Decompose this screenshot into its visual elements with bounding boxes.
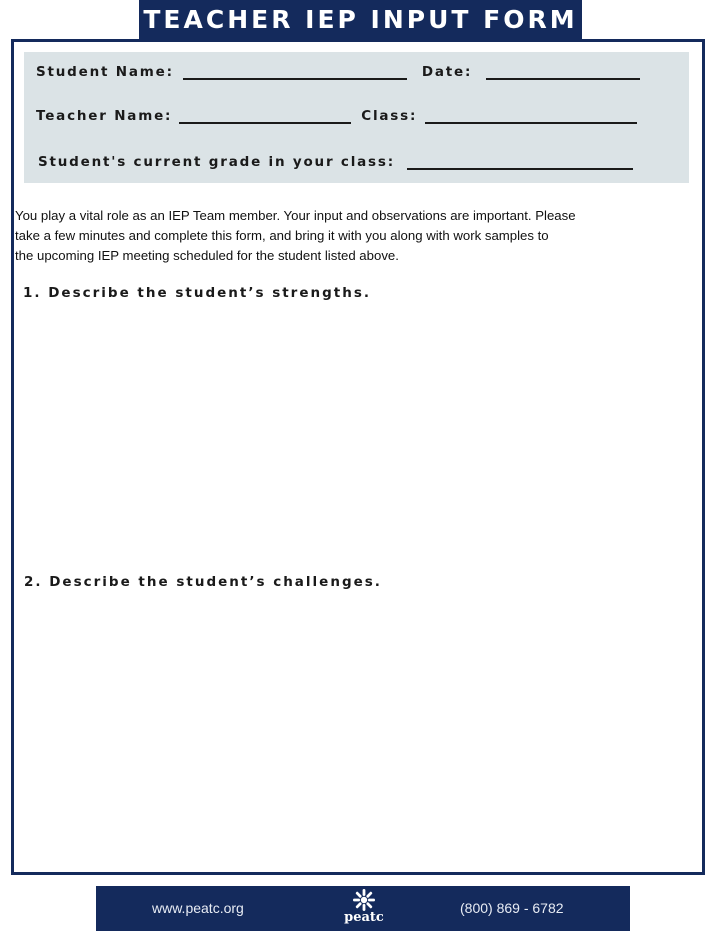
question-challenges: 2. Describe the student’s challenges.: [24, 574, 382, 590]
current-grade-label: Student's current grade in your class:: [38, 154, 395, 170]
row-student-date: [36, 64, 640, 80]
logo-wordmark: peatc: [344, 910, 384, 925]
intro-line: You play a vital role as an IEP Team member. Your input and observations are important. Please: [15, 208, 576, 223]
intro-paragraph: [15, 206, 705, 266]
form-title: TEACHER IEP INPUT FORM: [143, 5, 578, 34]
row-teacher-class: [36, 108, 637, 124]
class-field[interactable]: [425, 110, 637, 124]
student-name-field[interactable]: [183, 66, 407, 80]
teacher-name-label: Teacher Name:: [36, 108, 173, 124]
student-info-box: [24, 52, 689, 183]
form-title-banner: [139, 0, 582, 39]
sunburst-icon: [351, 888, 377, 912]
class-label: Class:: [361, 108, 418, 124]
footer-bar: [96, 886, 630, 931]
intro-line: the upcoming IEP meeting scheduled for the student listed above.: [15, 248, 399, 263]
intro-line: take a few minutes and complete this form, and bring it with you along with work samples to: [15, 228, 549, 243]
date-label: Date:: [421, 64, 473, 80]
row-current-grade: [38, 154, 633, 170]
student-name-label: Student Name:: [36, 64, 174, 80]
date-field[interactable]: [486, 66, 640, 80]
peatc-logo: [342, 888, 386, 930]
question-strengths: 1. Describe the student’s strengths.: [23, 285, 371, 301]
website-link[interactable]: www.peatc.org: [152, 900, 244, 916]
teacher-name-field[interactable]: [179, 110, 351, 124]
phone-number: (800) 869 - 6782: [460, 900, 564, 916]
current-grade-field[interactable]: [407, 156, 633, 170]
